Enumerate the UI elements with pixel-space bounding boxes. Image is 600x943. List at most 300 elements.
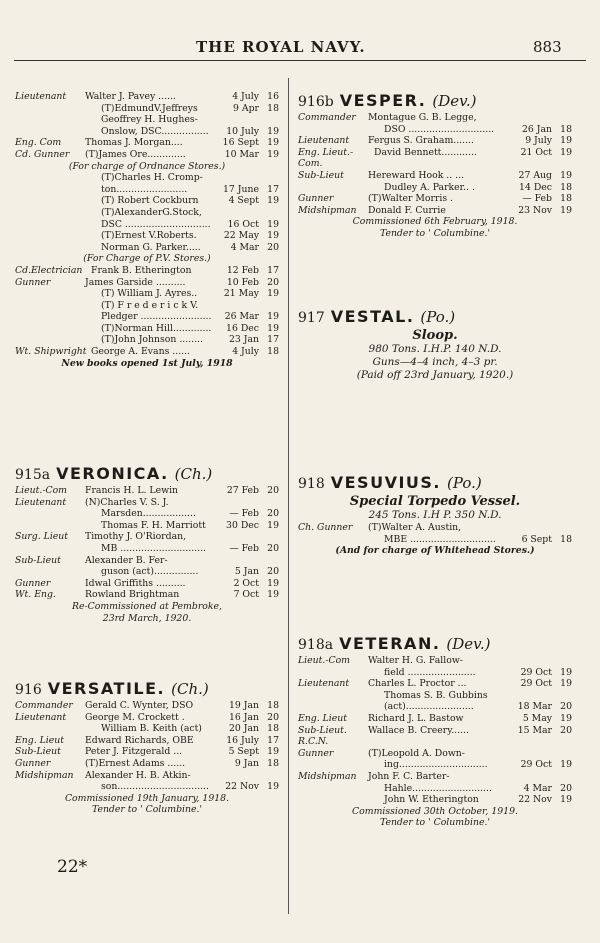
- officer-row: [298, 678, 572, 690]
- officer-row: [298, 725, 572, 737]
- seniority-year: 18: [560, 181, 572, 193]
- seniority-year: 20: [267, 542, 279, 554]
- officer-name: Thomas S. B. Gubbins: [384, 689, 488, 701]
- officer-list: [298, 112, 572, 240]
- seniority-year: 18: [560, 123, 572, 135]
- ship-status: (Paid off 23rd January, 1920.): [356, 369, 514, 381]
- officer-name: William B. Keith (act): [101, 723, 202, 735]
- officer-name: Rowland Brightman: [85, 589, 180, 601]
- ship-entry-vesper: [298, 90, 572, 240]
- seniority-date: 9 Apr: [233, 102, 259, 114]
- ship-number: 918a: [298, 637, 334, 653]
- seniority-year: 19: [267, 230, 279, 242]
- seniority-year: 19: [267, 137, 279, 149]
- officer-row: [298, 112, 572, 124]
- seniority-year: 18: [267, 723, 279, 735]
- ship-number: 915a: [15, 467, 51, 483]
- seniority-date: 16 Jan: [228, 711, 259, 723]
- seniority-date: 18 Mar: [517, 701, 552, 713]
- officer-row: [15, 91, 279, 103]
- officer-row: [15, 555, 279, 567]
- rank-label: Sub-Lieut: [15, 746, 61, 758]
- officer-name: DSO .............................: [384, 123, 495, 135]
- ship-specs: 245 Tons. I.H P. 350 N.D.: [368, 509, 502, 521]
- seniority-date: 19 Jan: [228, 700, 259, 711]
- officer-name: Dudley A. Parker.. .: [384, 181, 475, 193]
- note-line: Commissioned 30th October, 1919.: [352, 805, 518, 817]
- officer-name: guson (act)...............: [101, 566, 199, 578]
- officer-row: [15, 346, 279, 358]
- officer-row: [298, 655, 572, 667]
- officer-name: Geoffrey H. Hughes-: [101, 114, 198, 126]
- officer-row: [298, 748, 572, 760]
- ship-name: VETERAN.: [339, 634, 441, 653]
- seniority-year: 19: [267, 195, 279, 207]
- ship-armament: Guns—4–4 inch, 4–3 pr.: [372, 356, 498, 368]
- seniority-date: 29 Oct: [520, 678, 552, 690]
- officer-row: [298, 736, 572, 748]
- officer-row: [298, 783, 572, 795]
- seniority-year: 20: [560, 782, 572, 794]
- officer-row: [15, 172, 279, 184]
- officer-name: Fergus S. Graham.......: [368, 135, 474, 147]
- rank-label: Surg. Lieut: [15, 531, 69, 543]
- seniority-year: 20: [267, 711, 279, 723]
- officer-name: Montague G. B. Legge,: [368, 112, 477, 123]
- rank-label: Ch. Gunner: [298, 522, 353, 533]
- ship-entry-veteran: [298, 633, 572, 829]
- seniority-date: 10 Mar: [224, 148, 259, 160]
- seniority-date: 21 May: [223, 288, 259, 300]
- seniority-date: — Feb: [522, 193, 552, 205]
- officer-row: [15, 149, 279, 161]
- rank-label: Cd. Gunner: [15, 148, 70, 160]
- seniority-year: 18: [267, 757, 279, 769]
- officer-row: [15, 300, 279, 312]
- seniority-year: 16: [267, 91, 279, 102]
- officer-name: Hahle...........................: [384, 782, 492, 794]
- seniority-date: 20 Jan: [228, 723, 259, 735]
- rank-label: Lieut.-Com: [298, 655, 350, 666]
- seniority-date: 9 Jan: [234, 757, 259, 769]
- officer-row: [298, 182, 572, 194]
- officer-name: George M. Crockett .: [85, 711, 185, 723]
- seniority-date: 6 Sept: [521, 533, 552, 545]
- seniority-year: 19: [560, 169, 572, 181]
- seniority-date: — Feb: [229, 508, 259, 520]
- rank-label: Lieut.-Com: [15, 485, 67, 496]
- officer-row: [15, 712, 279, 724]
- officer-name: Donald F. Currie: [368, 204, 446, 216]
- officer-row: [15, 578, 279, 590]
- officer-name: field .......................: [384, 666, 476, 678]
- rank-label: Commander: [298, 112, 356, 123]
- seniority-year: 19: [267, 148, 279, 160]
- signature-mark: 22*: [57, 857, 88, 877]
- seniority-date: 14 Dec: [519, 181, 552, 193]
- officer-name: Richard J. L. Bastow: [368, 712, 464, 724]
- officer-row: [298, 713, 572, 725]
- officer-row: [15, 770, 279, 782]
- seniority-date: 2 Oct: [233, 577, 259, 589]
- officer-name: Frank B. Etherington: [91, 264, 192, 276]
- seniority-date: 29 Oct: [520, 666, 552, 678]
- seniority-year: 19: [267, 288, 279, 300]
- seniority-date: 16 Oct: [227, 218, 259, 230]
- officer-row: [15, 288, 279, 300]
- ship-heading: [298, 633, 572, 655]
- seniority-date: 21 Oct: [520, 146, 552, 158]
- seniority-year: 19: [560, 146, 572, 158]
- seniority-year: 18: [267, 700, 279, 711]
- officer-name: MB .............................: [101, 542, 207, 554]
- rank-label: Sub-Lieut.: [298, 724, 347, 736]
- officer-row: [15, 781, 279, 793]
- rank-label: Eng. Lieut: [15, 734, 65, 746]
- officer-row: [15, 520, 279, 532]
- page-number: 883: [533, 38, 562, 56]
- seniority-year: 19: [267, 125, 279, 137]
- rank-label: Lieutenant: [15, 711, 67, 723]
- note-line: New books opened 1st July, 1918: [61, 357, 233, 369]
- officer-row: [15, 277, 279, 289]
- rank-label: Sub-Lieut: [298, 169, 344, 181]
- officer-name: David Bennett............: [374, 146, 477, 158]
- officer-name: John W. Etherington: [384, 794, 479, 806]
- ship-type: Special Torpedo Vessel.: [349, 494, 521, 509]
- column-divider: [288, 78, 289, 914]
- seniority-date: 4 Sept: [228, 195, 259, 207]
- officer-name: (T) William J. Ayres..: [101, 288, 198, 300]
- ship-specs: 980 Tons. I.H.P. 140 N.D.: [368, 343, 502, 355]
- officer-row: [15, 242, 279, 254]
- officer-name: MBE .............................: [384, 533, 496, 545]
- officer-row: [298, 124, 572, 136]
- officer-name: (T)John Johnson ........: [101, 334, 203, 346]
- officer-row: [15, 207, 279, 219]
- ship-entry-vestal: [298, 306, 572, 382]
- officer-row: [15, 485, 279, 497]
- seniority-date: 30 Dec: [226, 519, 259, 531]
- ship-entry-veronica: [15, 463, 279, 624]
- rank-label: Eng. Lieut: [298, 712, 348, 724]
- officer-name: Gerald C. Wynter, DSO: [85, 700, 194, 711]
- ship-name: VERSATILE.: [47, 679, 166, 698]
- officer-list: [298, 655, 572, 829]
- ship-class: (Po.): [447, 474, 482, 492]
- rank-label: Gunner: [298, 747, 334, 759]
- officer-row: [15, 230, 279, 242]
- seniority-date: 26 Mar: [224, 311, 259, 323]
- header-rule: [14, 60, 586, 61]
- officer-row: [15, 497, 279, 509]
- seniority-date: 7 Oct: [233, 589, 259, 601]
- ship-number: 916: [15, 682, 42, 698]
- officer-name: (T)Norman Hill.............: [101, 322, 212, 334]
- seniority-year: 19: [267, 322, 279, 334]
- ship-name: VESTAL.: [330, 307, 415, 326]
- rank-label: Wt. Eng.: [15, 589, 56, 601]
- seniority-year: 19: [267, 577, 279, 589]
- seniority-year: 17: [267, 734, 279, 746]
- note-line: 23rd March, 1920.: [102, 612, 192, 624]
- seniority-date: 22 Nov: [518, 794, 552, 806]
- seniority-date: 27 Aug: [518, 169, 552, 181]
- officer-row: [298, 170, 572, 182]
- seniority-year: 19: [267, 746, 279, 758]
- seniority-year: 17: [267, 183, 279, 195]
- officer-name: (T)Charles H. Cromp-: [101, 172, 203, 184]
- officer-row: [298, 158, 572, 170]
- note-line: Tender to ' Columbine.': [379, 227, 491, 239]
- ship-heading: [15, 678, 279, 700]
- officer-row: [15, 735, 279, 747]
- officer-row: [298, 667, 572, 679]
- rank-label: Lieutenant: [15, 496, 67, 508]
- seniority-year: 19: [267, 218, 279, 230]
- seniority-year: 19: [267, 311, 279, 323]
- officer-row: [298, 534, 572, 546]
- officer-row: [298, 193, 572, 205]
- seniority-year: 19: [560, 712, 572, 724]
- officer-name: Timothy J. O'Riordan,: [85, 531, 187, 543]
- officer-name: John F. C. Barter-: [368, 770, 450, 782]
- officer-name: Alexander B. Fer-: [85, 554, 168, 566]
- officer-row: [15, 589, 279, 601]
- seniority-year: 20: [267, 485, 279, 496]
- ship-entry-versatile: [15, 678, 279, 816]
- seniority-date: 5 Sept: [228, 746, 259, 758]
- seniority-year: 20: [267, 508, 279, 520]
- officer-name: (T) Robert Cockburn: [101, 195, 199, 207]
- note-line: Tender to ' Columbine.': [91, 804, 203, 816]
- officer-name: Idwal Griffiths ..........: [85, 577, 186, 589]
- rank-label: Cd.Electrician: [15, 264, 83, 276]
- seniority-year: 20: [267, 566, 279, 578]
- officer-name: Thomas J. Morgan....: [85, 137, 183, 149]
- rank-label: Midshipman: [298, 770, 357, 782]
- officer-name: Marsden..................: [101, 508, 196, 520]
- officer-row: [298, 522, 572, 534]
- officer-row: [15, 723, 279, 735]
- officer-list: [298, 522, 572, 557]
- officer-row: [298, 771, 572, 783]
- seniority-date: 4 July: [232, 91, 259, 102]
- seniority-date: 4 July: [232, 346, 259, 358]
- seniority-year: 19: [267, 519, 279, 531]
- rank-label: Commander: [15, 700, 73, 711]
- rank-label: Midshipman: [298, 204, 357, 216]
- ship-class: (Po.): [420, 308, 456, 326]
- ship-class: (Dev.): [446, 635, 491, 653]
- officer-name: Wallace B. Creery......: [368, 724, 469, 736]
- seniority-year: 19: [560, 678, 572, 690]
- note-line: (And for charge of Whitehead Stores.): [335, 545, 535, 557]
- note-line: Commissioned 19th January, 1918.: [64, 792, 230, 804]
- officer-name: (T)Ernest Adams ......: [85, 757, 186, 769]
- ship-number: 916b: [298, 94, 334, 110]
- officer-name: Norman G. Parker.....: [101, 241, 201, 253]
- officer-name: Alexander H. B. Atkin-: [85, 769, 191, 781]
- officer-list: [15, 485, 279, 624]
- seniority-year: 19: [560, 759, 572, 771]
- officer-name: Pledger ........................: [101, 311, 212, 323]
- seniority-date: 16 Sept: [222, 137, 259, 149]
- officer-name: (T)Leopold A. Down-: [368, 747, 465, 759]
- officer-row: [15, 195, 279, 207]
- seniority-year: 18: [267, 102, 279, 114]
- officer-name: Charles L. Proctor ...: [368, 678, 467, 690]
- seniority-year: 20: [267, 241, 279, 253]
- ship-class: (Dev.): [432, 92, 477, 110]
- seniority-date: 10 July: [226, 125, 259, 137]
- seniority-year: 20: [560, 701, 572, 713]
- officer-row: [15, 334, 279, 346]
- officer-name: DSC .............................: [101, 218, 211, 230]
- ship-heading: [298, 472, 572, 494]
- officer-name: George A. Evans ......: [91, 346, 191, 358]
- seniority-year: 19: [560, 794, 572, 806]
- officer-name: (N)Charles V. S. J.: [85, 496, 169, 508]
- seniority-year: 19: [560, 135, 572, 147]
- officer-name: ing..............................: [384, 759, 488, 771]
- officer-name: Thomas F. H. Marriott: [101, 519, 206, 531]
- seniority-year: 20: [560, 724, 572, 736]
- page-title: THE ROYAL NAVY.: [196, 38, 366, 56]
- rank-label: Com.: [298, 158, 323, 170]
- rank-label: Gunner: [15, 577, 51, 589]
- officer-name: (act).......................: [384, 701, 474, 713]
- officer-row: [298, 205, 572, 217]
- officer-row: [298, 135, 572, 147]
- officer-row: [15, 219, 279, 231]
- officer-name: (T)AlexanderG.Stock,: [101, 206, 202, 218]
- officer-name: James Garside ..........: [85, 276, 186, 288]
- officer-row: [15, 184, 279, 196]
- officer-row: [15, 508, 279, 520]
- officer-row: [15, 311, 279, 323]
- seniority-date: 16 July: [226, 734, 259, 746]
- officer-row: [15, 531, 279, 543]
- officer-row: [15, 746, 279, 758]
- officer-name: (T)Walter Morris .: [368, 193, 454, 205]
- rank-label: Midshipman: [15, 769, 74, 781]
- rank-label: R.C.N.: [298, 736, 329, 748]
- officer-name: Walter J. Pavey ......: [85, 91, 176, 102]
- officer-name: (T)James Ore.............: [85, 148, 186, 160]
- officer-name: Onslow, DSC................: [101, 125, 209, 137]
- rank-label: Gunner: [15, 757, 51, 769]
- officer-row: [298, 701, 572, 713]
- officer-row: [298, 794, 572, 806]
- officer-name: Walter H. G. Fallow-: [368, 655, 463, 666]
- seniority-date: — Feb: [229, 542, 259, 554]
- rank-label: Eng. Com: [15, 137, 62, 149]
- seniority-date: 23 Jan: [228, 334, 259, 346]
- seniority-date: 22 May: [223, 230, 259, 242]
- note-line: (For charge of Ordnance Stores.): [68, 160, 226, 172]
- officer-name: (T) F r e d e r i c k V.: [101, 299, 199, 311]
- officer-name: (T)EdmundV.Jeffreys: [101, 102, 198, 114]
- officer-name: ton........................: [101, 183, 188, 195]
- rank-label: Gunner: [298, 193, 334, 205]
- seniority-year: 19: [267, 781, 279, 793]
- seniority-year: 18: [267, 346, 279, 358]
- seniority-date: 4 Mar: [230, 241, 259, 253]
- ship-entry-vesuvius: [298, 472, 572, 557]
- seniority-year: 18: [560, 533, 572, 545]
- officer-row: [15, 700, 279, 712]
- note-line: Tender to ' Columbine.': [379, 817, 491, 829]
- officer-name: Peter J. Fitzgerald ...: [85, 746, 183, 758]
- officer-row: [15, 137, 279, 149]
- rank-label: Lieutenant: [298, 135, 350, 147]
- seniority-year: 17: [267, 334, 279, 346]
- ship-class: (Ch.): [174, 465, 213, 483]
- seniority-date: 27 Feb: [226, 485, 259, 496]
- rank-label: Wt. Shipwright: [15, 346, 87, 358]
- ship-class: (Ch.): [171, 680, 209, 698]
- seniority-year: 19: [560, 204, 572, 216]
- officer-name: (T)Ernest V.Roberts.: [101, 230, 197, 242]
- officer-name: son...............................: [101, 781, 209, 793]
- officer-row: [15, 114, 279, 126]
- seniority-year: 19: [267, 589, 279, 601]
- seniority-date: 9 July: [525, 135, 552, 147]
- continuation-list: [15, 91, 279, 369]
- officer-row: [15, 103, 279, 115]
- seniority-year: 19: [560, 666, 572, 678]
- officer-row: [15, 126, 279, 138]
- ship-name: VESPER.: [339, 91, 427, 110]
- officer-name: Edward Richards, OBE: [85, 734, 194, 746]
- officer-row: [15, 758, 279, 770]
- officer-name: Hereward Hook .. ...: [368, 169, 465, 181]
- seniority-date: 4 Mar: [523, 782, 552, 794]
- ship-heading: [298, 90, 572, 112]
- seniority-date: 5 May: [522, 712, 552, 724]
- officer-row: [298, 759, 572, 771]
- ship-type: Sloop.: [412, 328, 458, 343]
- officer-row: [15, 543, 279, 555]
- seniority-year: 17: [267, 264, 279, 276]
- rank-label: Eng. Lieut.-: [298, 146, 354, 158]
- officer-row: [15, 323, 279, 335]
- seniority-date: 10 Feb: [226, 276, 259, 288]
- ship-number: 917: [298, 310, 325, 326]
- officer-name: Francis H. L. Lewin: [85, 485, 179, 496]
- officer-list: [15, 700, 279, 816]
- ship-heading: [15, 463, 279, 485]
- officer-row: [15, 566, 279, 578]
- note-line: (For Charge of P.V. Stores.): [83, 253, 211, 265]
- officer-row: [15, 265, 279, 277]
- seniority-date: 22 Nov: [225, 781, 259, 793]
- rank-label: Lieutenant: [298, 678, 350, 690]
- rank-label: Gunner: [15, 276, 51, 288]
- seniority-date: 15 Mar: [517, 724, 552, 736]
- seniority-date: 23 Nov: [518, 204, 552, 216]
- seniority-date: 16 Dec: [226, 322, 259, 334]
- officer-row: [298, 690, 572, 702]
- ship-heading: [298, 306, 572, 328]
- rank-label: Lieutenant: [15, 91, 67, 102]
- seniority-date: 17 June: [223, 183, 259, 195]
- seniority-year: 18: [560, 193, 572, 205]
- officer-name: (T)Walter A. Austin,: [368, 522, 462, 533]
- seniority-date: 12 Feb: [226, 264, 259, 276]
- ship-name: VESUVIUS.: [330, 473, 441, 492]
